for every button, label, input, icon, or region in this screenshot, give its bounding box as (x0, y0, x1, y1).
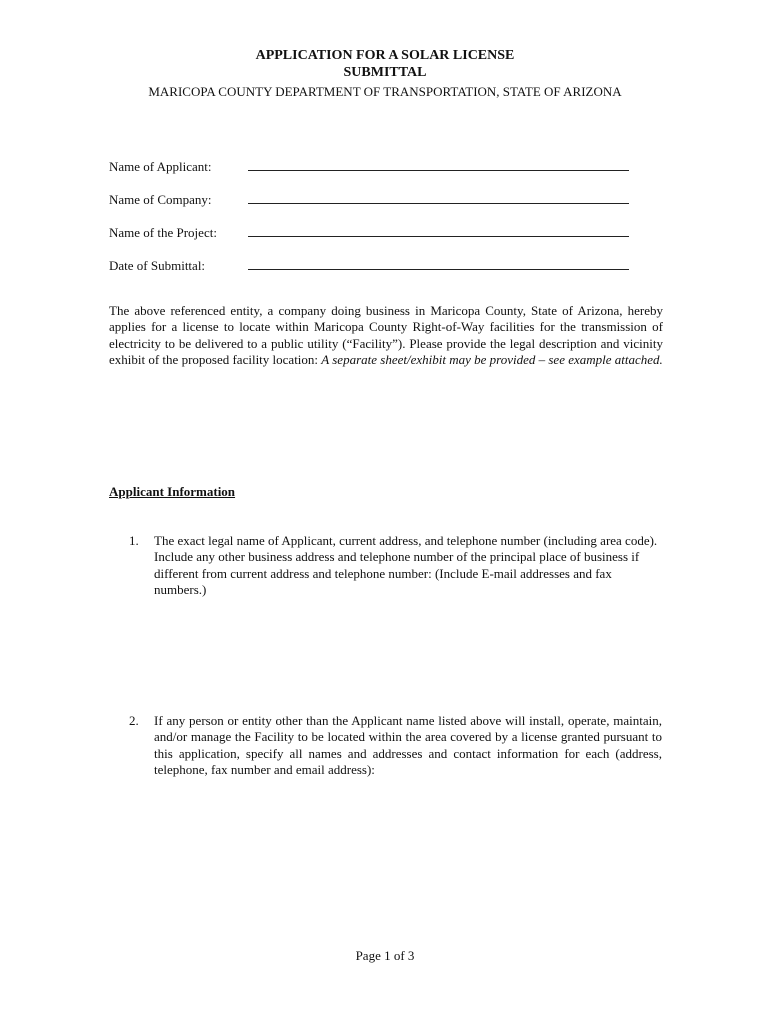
list-item (129, 713, 662, 779)
list-item (129, 533, 662, 599)
intro-italic-note: A separate sheet/exhibit may be provided – see example attached. (321, 352, 663, 368)
submittal-date-field[interactable] (248, 256, 629, 270)
project-name-label: Name of the Project: (109, 225, 217, 240)
intro-paragraph (109, 303, 663, 369)
company-name-label: Name of Company: (109, 192, 212, 207)
company-name-field[interactable] (248, 190, 629, 204)
list-item-text: If any person or entity other than the Applicant name listed above will install, operate, maintain, and/or manage the Facility to be located within the area covered by a license granted pursuant to this application, specify all names and addresses and contact information for each (address, telephone, fax number and email address): (154, 713, 662, 778)
list-item-text: The exact legal name of Applicant, current address, and telephone number (including area code). Include any other business address and telephone number of the principal place of business if different from current address and telephone number: (Include E-mail addresses and fax numbers.) (154, 533, 658, 598)
document-title: APPLICATION FOR A SOLAR LICENSE (255, 48, 515, 63)
applicant-name-field[interactable] (248, 157, 629, 171)
submittal-date-row (109, 256, 629, 274)
applicant-name-label: Name of Applicant: (109, 159, 212, 174)
project-name-row (109, 223, 629, 241)
list-item-number: 2. (129, 713, 139, 728)
list-item-number: 1. (129, 533, 139, 548)
department-name: MARICOPA COUNTY DEPARTMENT OF TRANSPORTATION, STATE OF ARIZONA (148, 84, 622, 99)
document-header (0, 47, 770, 100)
project-name-field[interactable] (248, 223, 629, 237)
page-number: Page 1 of 3 (355, 948, 415, 963)
document-title-subtitle: SUBMITTAL (343, 65, 427, 80)
submittal-date-label: Date of Submittal: (109, 258, 206, 273)
intro-text: The above referenced entity, a company doing business in Maricopa County, State of Arizona, hereby applies for a license to locate within Maricopa County Right-of-Way facilities for the transmission of electricity to be delivered to a public utility (“Facility”). Please provide the legal description and vicinity exhibit of the proposed facility location: (109, 303, 663, 368)
applicant-information-heading: Applicant Information (109, 484, 236, 499)
applicant-name-row (109, 157, 629, 175)
company-name-row (109, 190, 629, 208)
